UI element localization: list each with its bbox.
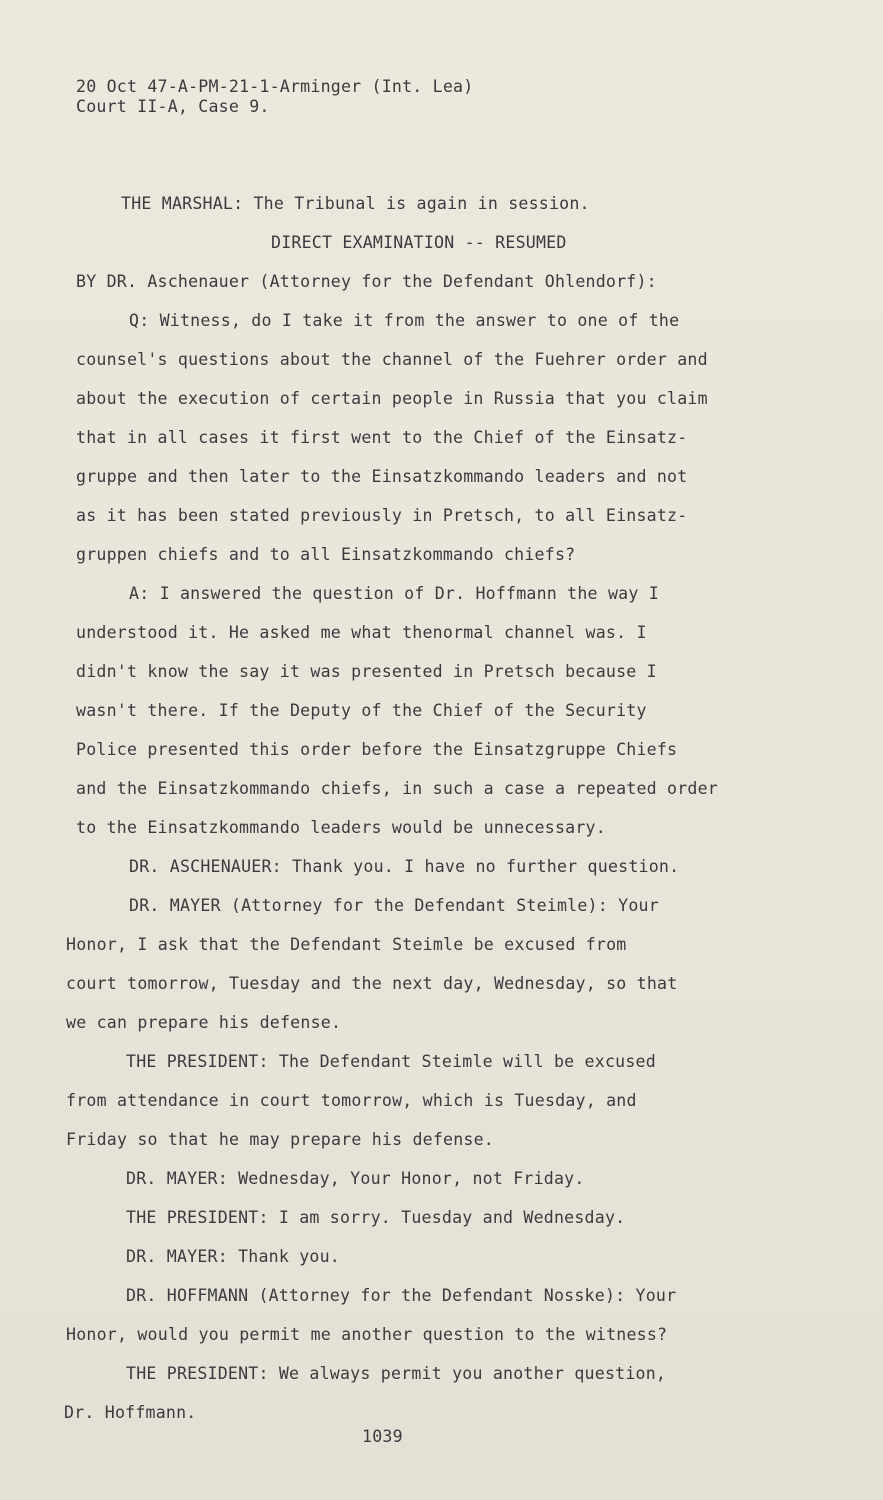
- text-line: DR. HOFFMANN (Attorney for the Defendant Nosske): Your: [126, 1286, 677, 1305]
- text-line: from attendance in court tomorrow, which is Tuesday, and: [66, 1091, 637, 1110]
- text-line: about the execution of certain people in Russia that you claim: [76, 389, 708, 408]
- aschenauer-remark: DR. ASCHENAUER: Thank you. I have no further question.: [129, 857, 680, 876]
- president-apology: THE PRESIDENT: I am sorry. Tuesday and Wednesday.: [126, 1208, 626, 1227]
- text-line: court tomorrow, Tuesday and the next day, Wednesday, so that: [66, 974, 678, 993]
- text-line: understood it. He asked me what thenormal channel was. I: [76, 623, 647, 642]
- examiner-line: BY DR. Aschenauer (Attorney for the Defendant Ohlendorf):: [76, 272, 657, 291]
- text-line: didn't know the say it was presented in Pretsch because I: [76, 662, 657, 681]
- mayer-correction: DR. MAYER: Wednesday, Your Honor, not Friday.: [126, 1169, 585, 1188]
- text-line: THE PRESIDENT: We always permit you another question,: [126, 1364, 667, 1383]
- text-line: gruppe and then later to the Einsatzkommando leaders and not: [76, 467, 688, 486]
- text-line: as it has been stated previously in Pretsch, to all Einsatz-: [76, 506, 688, 525]
- text-line: A: I answered the question of Dr. Hoffmann the way I: [129, 584, 659, 603]
- text-line: Police presented this order before the Einsatzgruppe Chiefs: [76, 740, 678, 759]
- text-line: to the Einsatzkommando leaders would be unnecessary.: [76, 818, 606, 837]
- marshal-announcement: THE MARSHAL: The Tribunal is again in session.: [121, 194, 590, 213]
- text-line: and the Einsatzkommando chiefs, in such a case a repeated order: [76, 779, 718, 798]
- text-line: gruppen chiefs and to all Einsatzkommando chiefs?: [76, 545, 576, 564]
- text-line: DR. MAYER (Attorney for the Defendant Steimle): Your: [129, 896, 659, 915]
- text-line: that in all cases it first went to the Chief of the Einsatz-: [76, 428, 688, 447]
- text-line: THE PRESIDENT: The Defendant Steimle will be excused: [126, 1052, 656, 1071]
- header-line-date-reporter: 20 Oct 47-A-PM-21-1-Arminger (Int. Lea): [76, 77, 474, 96]
- text-line: Friday so that he may prepare his defense.: [66, 1130, 494, 1149]
- text-line: we can prepare his defense.: [66, 1013, 342, 1032]
- header-line-court-case: Court II-A, Case 9.: [76, 97, 270, 116]
- mayer-thanks: DR. MAYER: Thank you.: [126, 1247, 340, 1266]
- text-line: Dr. Hoffmann.: [64, 1403, 197, 1422]
- text-line: Honor, would you permit me another question to the witness?: [66, 1325, 668, 1344]
- text-line: counsel's questions about the channel of the Fuehrer order and: [76, 350, 708, 369]
- text-line: Q: Witness, do I take it from the answer to one of the: [129, 311, 680, 330]
- text-line: Honor, I ask that the Defendant Steimle be excused from: [66, 935, 627, 954]
- text-line: wasn't there. If the Deputy of the Chief of the Security: [76, 701, 647, 720]
- page-number: 1039: [362, 1427, 403, 1446]
- section-heading: DIRECT EXAMINATION -- RESUMED: [271, 233, 567, 252]
